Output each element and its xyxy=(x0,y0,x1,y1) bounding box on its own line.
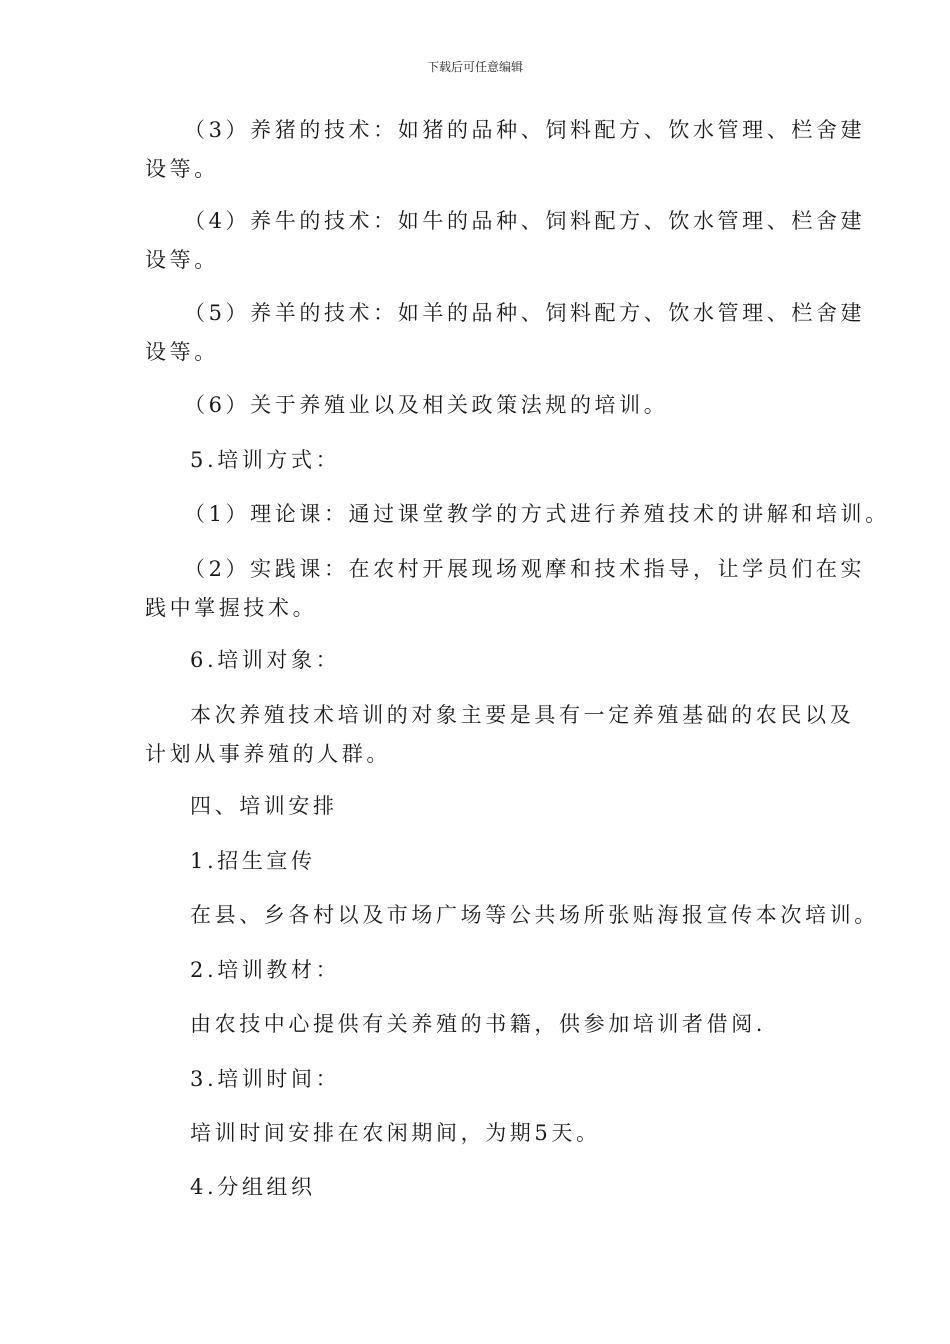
paragraph-line: 设等。 xyxy=(145,340,219,364)
paragraph-line: （4）养牛的技术：如牛的品种、饲料配方、饮水管理、栏舍建 xyxy=(184,209,866,233)
paragraph-line: 践中掌握技术。 xyxy=(145,596,318,620)
paragraph-line: （3）养猪的技术：如猪的品种、饲料配方、饮水管理、栏舍建 xyxy=(184,118,866,142)
section-heading: 4.分组组织 xyxy=(190,1175,316,1199)
section-heading: 3.培训时间： xyxy=(190,1067,341,1091)
paragraph-line: （6）关于养殖业以及相关政策法规的培训。 xyxy=(184,393,669,417)
paragraph-line: 由农技中心提供有关养殖的书籍，供参加培训者借阅. xyxy=(190,1012,767,1036)
paragraph-line: 在县、乡各村以及市场广场等公共场所张贴海报宣传本次培训。 xyxy=(190,903,879,927)
section-heading: 6.培训对象： xyxy=(190,648,341,672)
page-header: 下载后可任意编辑 xyxy=(426,60,523,74)
paragraph-line: 设等。 xyxy=(145,248,219,272)
paragraph-line: 本次养殖技术培训的对象主要是具有一定养殖基础的农民以及 xyxy=(190,703,855,727)
paragraph-line: 设等。 xyxy=(145,157,219,181)
section-heading: 2.培训教材： xyxy=(190,958,341,982)
paragraph-line: （5）养羊的技术：如羊的品种、饲料配方、饮水管理、栏舍建 xyxy=(184,301,866,325)
paragraph-line: （1）理论课：通过课堂教学的方式进行养殖技术的讲解和培训。 xyxy=(184,502,890,526)
paragraph-line: （2）实践课：在农村开展现场观摩和技术指导，让学员们在实 xyxy=(184,557,866,581)
section-heading: 1.招生宣传 xyxy=(190,849,316,873)
paragraph-line: 计划从事养殖的人群。 xyxy=(145,742,391,766)
paragraph-line: 培训时间安排在农闲期间，为期5天。 xyxy=(190,1121,601,1145)
section-heading: 5.培训方式： xyxy=(190,448,341,472)
section-heading: 四、培训安排 xyxy=(190,794,338,818)
